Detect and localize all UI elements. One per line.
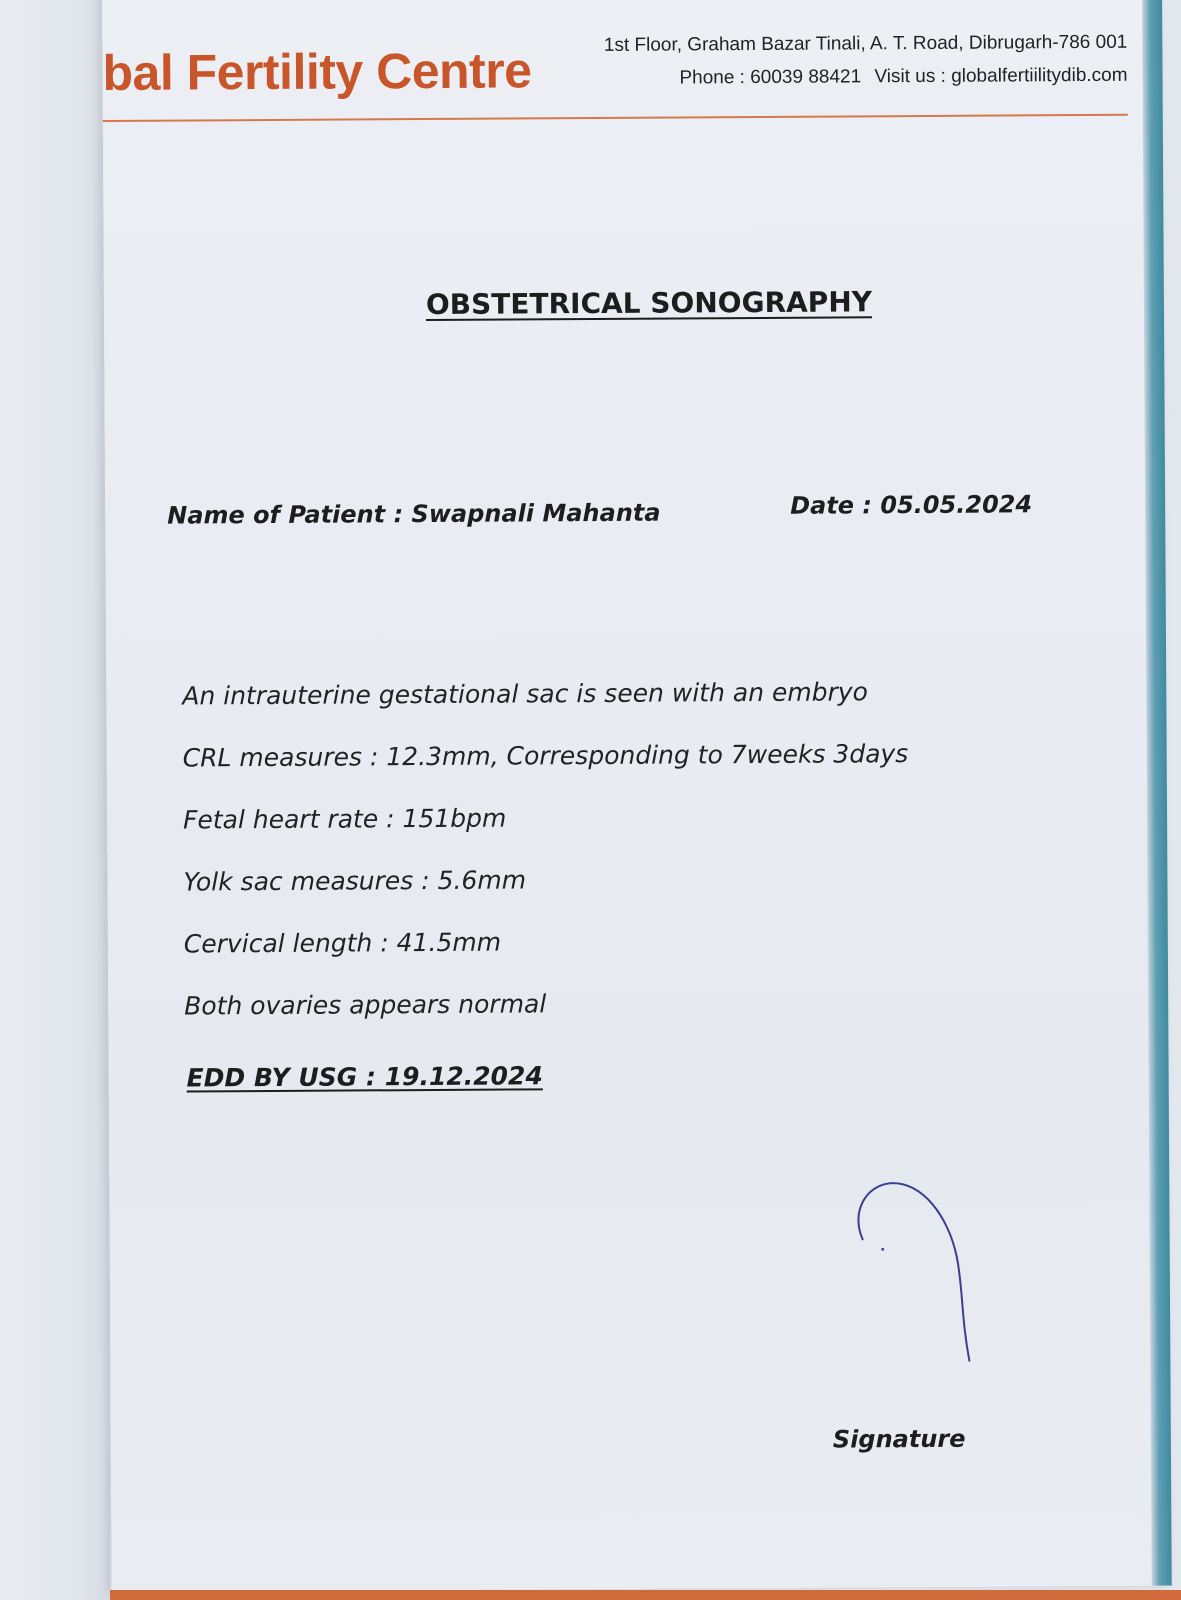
findings-list <box>182 677 910 1053</box>
finding-item: Yolk sac measures : 5.6mm <box>183 865 527 897</box>
edd-line: EDD BY USG : 19.12.2024 <box>186 1061 543 1093</box>
underlying-page <box>0 0 110 1600</box>
right-edge-shadow <box>1142 0 1172 1586</box>
finding-item: Both ovaries appears normal <box>184 989 547 1021</box>
clinic-phone-web <box>604 59 1128 95</box>
report-title: OBSTETRICAL SONOGRAPHY <box>425 285 873 322</box>
report-sheet <box>102 0 1172 1592</box>
clinic-name: bal Fertility Centre <box>102 42 532 101</box>
finding-item: CRL measures : 12.3mm, Corresponding to 7weeks 3days <box>182 739 909 773</box>
clinic-contact <box>604 26 1128 95</box>
clinic-website: Visit us : globalfertiilitydib.com <box>874 64 1128 88</box>
patient-name: Name of Patient : Swapnali Mahanta <box>167 498 661 530</box>
header-divider <box>103 114 1128 122</box>
finding-item: Fetal heart rate : 151bpm <box>182 803 507 835</box>
report-date: Date : 05.05.2024 <box>790 490 1033 520</box>
clinic-phone: Phone : 60039 88421 <box>679 66 862 89</box>
handwritten-signature <box>844 1177 985 1378</box>
signature-label: Signature <box>832 1424 966 1454</box>
finding-item: An intrauterine gestational sac is seen with an embryo <box>182 677 868 711</box>
bottom-orange-band <box>110 1590 1181 1600</box>
finding-item: Cervical length : 41.5mm <box>183 927 502 959</box>
clinic-address: 1st Floor, Graham Bazar Tinali, A. T. Road, Dibrugarh-786 001 <box>603 31 1128 56</box>
